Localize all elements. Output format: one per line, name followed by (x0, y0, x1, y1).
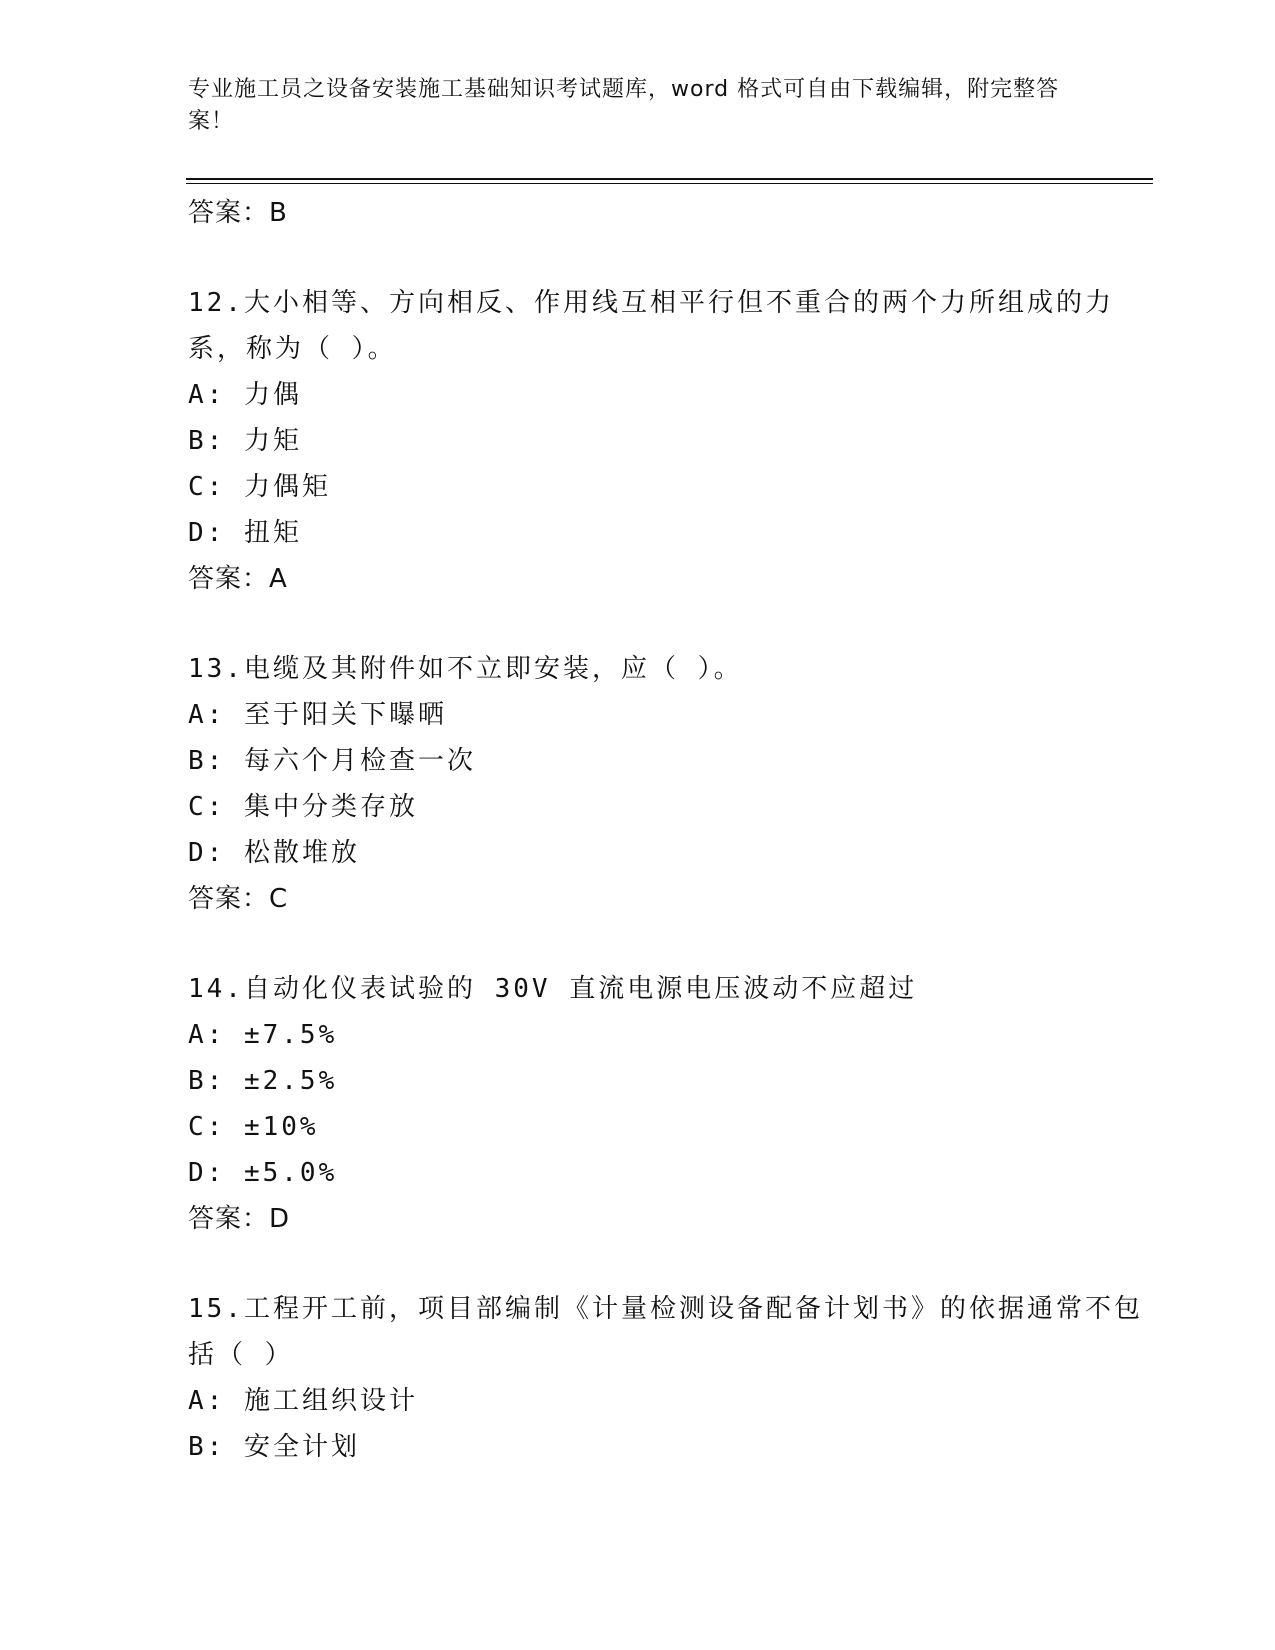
answer-line: 答案：D (188, 1204, 291, 1234)
header-divider-thin (186, 183, 1153, 184)
option-a: A: 施工组织设计 (188, 1386, 418, 1416)
option-b: B: ±2.5% (188, 1066, 338, 1096)
option-b: B: 力矩 (188, 426, 302, 456)
question-text: 12.大小相等、方向相反、作用线互相平行但不重合的两个力所组成的力系，称为（ ）。 (188, 288, 1114, 364)
option-c: C: 集中分类存放 (188, 792, 418, 822)
answer-line: 答案：A (188, 564, 288, 594)
question-list (188, 190, 1148, 1470)
question-item (188, 966, 1148, 1242)
option-d: D: 松散堆放 (188, 838, 360, 868)
option-b: B: 安全计划 (188, 1432, 360, 1462)
question-text: 13.电缆及其附件如不立即安装，应（ ）。 (188, 654, 743, 684)
question-item (188, 1286, 1148, 1470)
option-a: A: 至于阳关下曝晒 (188, 700, 447, 730)
option-c: C: 力偶矩 (188, 472, 331, 502)
question-text: 14.自动化仪表试验的 30V 直流电源电压波动不应超过 (188, 974, 918, 1004)
question-item (188, 280, 1148, 602)
header-divider-thick (186, 178, 1153, 180)
document-header: 专业施工员之设备安装施工基础知识考试题库，word 格式可自由下载编辑，附完整答案！ (188, 77, 1060, 134)
answer-line: 答案：B (188, 198, 288, 228)
answer-line: 答案：C (188, 884, 289, 914)
question-text: 15.工程开工前，项目部编制《计量检测设备配备计划书》的依据通常不包括（ ） (188, 1294, 1143, 1370)
option-b: B: 每六个月检查一次 (188, 746, 476, 776)
option-c: C: ±10% (188, 1112, 319, 1142)
option-d: D: 扭矩 (188, 518, 302, 548)
question-item (188, 646, 1148, 922)
option-a: A: ±7.5% (188, 1020, 338, 1050)
option-d: D: ±5.0% (188, 1158, 338, 1188)
option-a: A: 力偶 (188, 380, 302, 410)
